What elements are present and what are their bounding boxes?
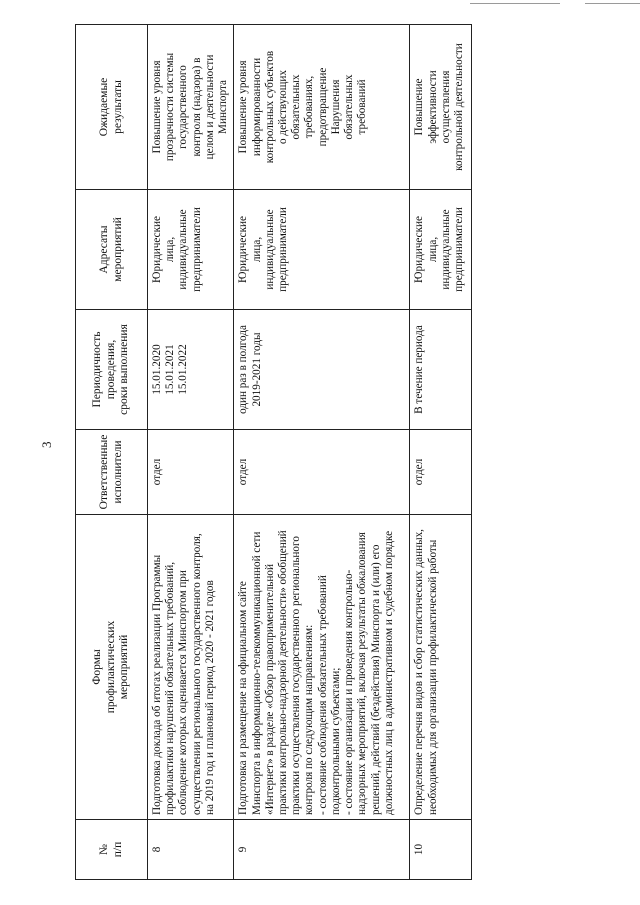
table-row xyxy=(148,25,234,880)
page-number: 3 xyxy=(39,441,54,448)
prevention-plan-table xyxy=(75,24,472,880)
header-responsible: Ответственные исполнители xyxy=(76,430,148,515)
row-number: 9 xyxy=(234,820,410,880)
scan-mark xyxy=(470,3,560,4)
row-number: 8 xyxy=(148,820,234,880)
row-responsible: отдел xyxy=(148,430,234,515)
row-addressees: Юридические лица, индивидуальные предприниматели xyxy=(410,190,472,310)
header-results: Ожидаемые результаты xyxy=(76,25,148,190)
scan-edge-marks xyxy=(0,0,640,14)
row-results: Повышение уровня информированности контрольных субъектов о действующих обязательных требованиях, предотвращение Нарушения обязательных требований xyxy=(234,25,410,190)
table-row xyxy=(234,25,410,880)
header-period: Периодичность проведения, сроки выполнения xyxy=(76,310,148,430)
row-results: Повышение эффективности осуществления контрольной деятельности xyxy=(410,25,472,190)
row-addressees: Юридические лица, индивидуальные предприниматели xyxy=(234,190,410,310)
table-header-row xyxy=(76,25,148,880)
row-form: Подготовка доклада об итогах реализации Программы профилактики нарушений обязательных требований, соблюдение которых оценивается Минспортом при осуществлении регионального государственного контроля, на 2019 год и плановый период 2020 - 2021 годов xyxy=(148,515,234,820)
header-num: № п/п xyxy=(76,820,148,880)
row-addressees: Юридические лица, индивидуальные предприниматели xyxy=(148,190,234,310)
header-form: Формы профилактических мероприятий xyxy=(76,515,148,820)
table-row xyxy=(410,25,472,880)
row-period: В течение периода xyxy=(410,310,472,430)
row-form: Подготовка и размещение на официальном сайте Минспорта в информационно-телекоммуникационной сети «Интернет» в разделе «Обзор правоприменительной практики контрольно-надзорной деятельности» обобщений практики осуществления государственного регионального контроля по следующим направлениям: - состояние соблюдения обязательных требований подконтрольными субъектами; - состояние организации и проведения контрольно- надзорных мероприятий, включая результаты обжалования решений, действий (бездействия) Минспорта и (или) его должностных лиц в административном и судебном порядке xyxy=(234,515,410,820)
row-period: один раз в полгода 2019-2021 годы xyxy=(234,310,410,430)
row-period: 15.01.2020 15.01.2021 15.01.2022 xyxy=(148,310,234,430)
row-results: Повышение уровня прозрачности системы государственного контроля (надзора) в целом и деятельности Минспорта xyxy=(148,25,234,190)
row-number: 10 xyxy=(410,820,472,880)
row-responsible: отдел xyxy=(410,430,472,515)
header-addressees: Адресаты мероприятий xyxy=(76,190,148,310)
row-responsible: отдел xyxy=(234,430,410,515)
rotated-table-container xyxy=(75,25,465,880)
scan-mark xyxy=(585,3,640,4)
row-form: Определение перечня видов и сбор статистических данных, необходимых для организации профилактической работы xyxy=(410,515,472,820)
